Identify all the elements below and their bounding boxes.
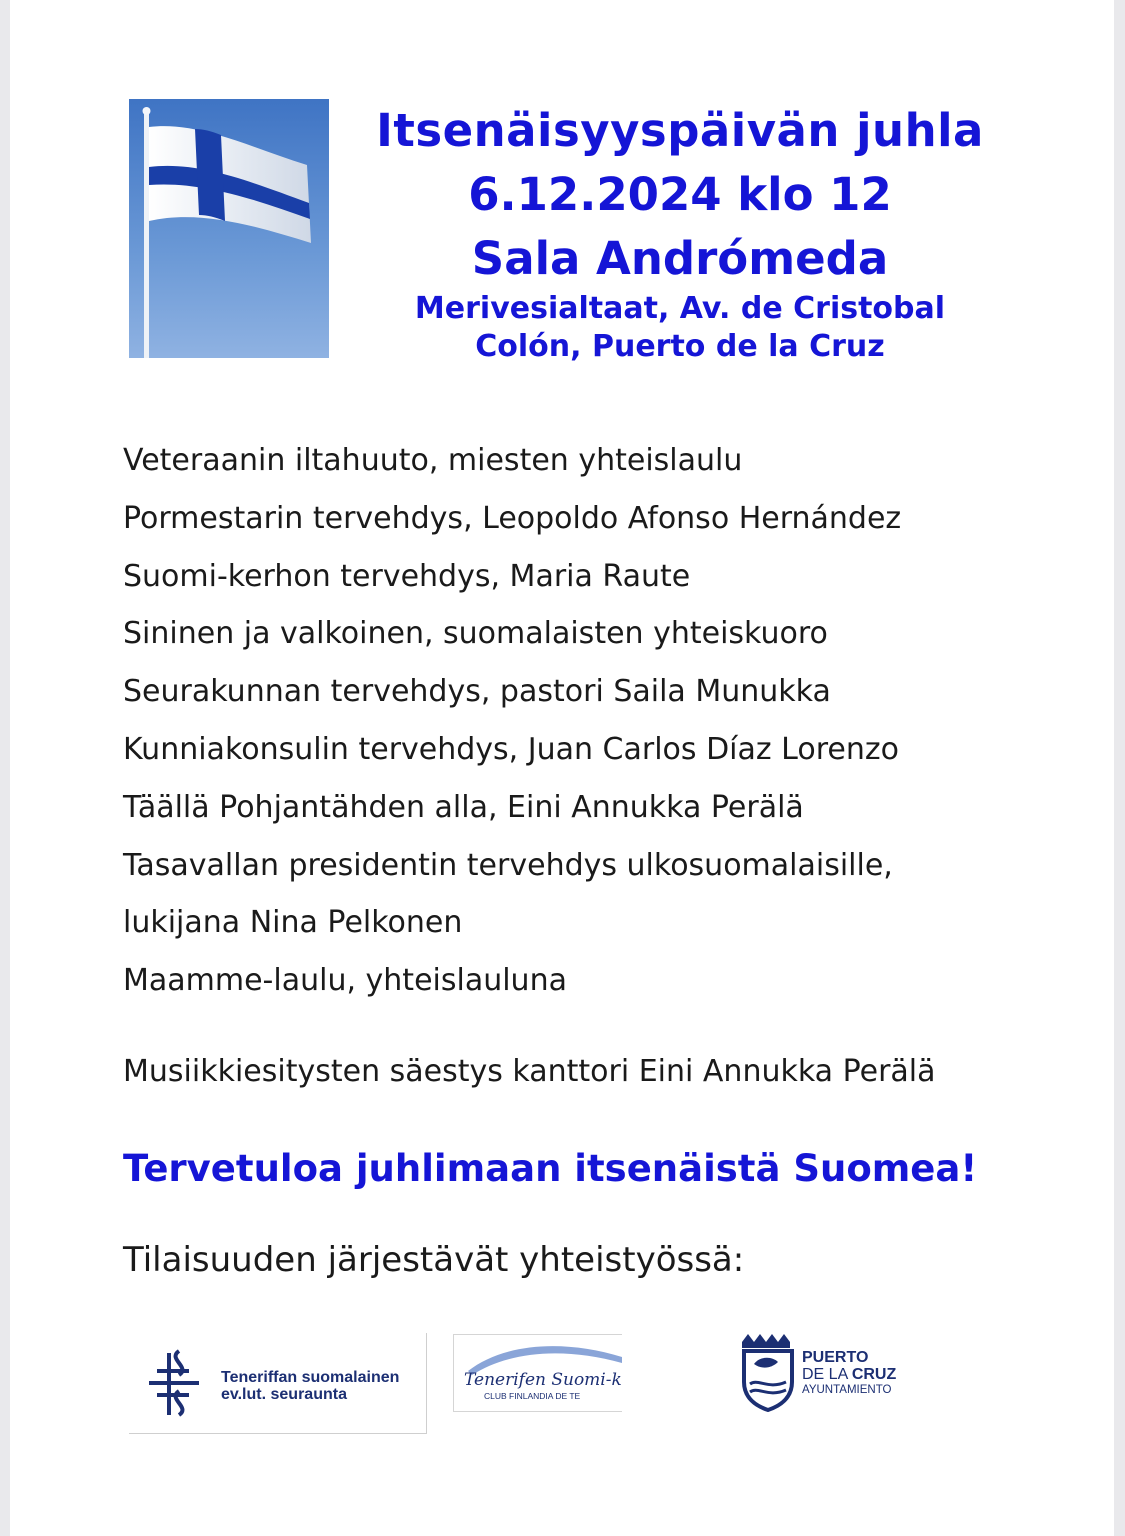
parish-logo-line1: Teneriffan suomalainen [221, 1369, 400, 1386]
town-logo-line3: AYUNTAMIENTO [802, 1384, 892, 1396]
accompaniment-note: Musiikkiesitysten säestys kanttori Eini Annukka Perälä [123, 1054, 936, 1089]
town-logo-line1: PUERTO [802, 1349, 869, 1366]
puerto-de-la-cruz-logo [740, 1332, 940, 1412]
program-item: Kunniakonsulin tervehdys, Juan Carlos Díaz Lorenzo [123, 731, 899, 767]
program-item: Tasavallan presidentin tervehdys ulkosuomalaisille, [123, 847, 893, 883]
town-logo-line2-a: DE LA [802, 1366, 852, 1383]
event-datetime: 6.12.2024 klo 12 [468, 168, 892, 221]
program-item: Pormestarin tervehdys, Leopoldo Afonso Hernández [123, 500, 902, 536]
event-title: Itsenäisyyspäivän juhla [376, 104, 984, 157]
event-address-line1: Merivesialtaat, Av. de Cristobal [414, 291, 946, 326]
program-item: Seurakunnan tervehdys, pastori Saila Munukka [123, 674, 831, 710]
parish-logo [129, 1333, 427, 1434]
parish-logo-image [129, 1333, 426, 1433]
program-item: Täällä Pohjantähden alla, Eini Annukka Perälä [123, 789, 804, 825]
club-logo [453, 1334, 622, 1412]
club-logo-image [454, 1335, 622, 1411]
program-item: Veteraanin iltahuuto, miesten yhteislaulu [123, 443, 743, 478]
finnish-flag-image [129, 99, 329, 358]
event-header [350, 100, 1010, 366]
program-list [123, 432, 1043, 1010]
program-item: Suomi-kerhon tervehdys, Maria Raute [123, 558, 691, 594]
event-address-line2: Colón, Puerto de la Cruz [475, 329, 885, 364]
program-item: lukijana Nina Pelkonen [123, 905, 463, 941]
town-logo-image [740, 1332, 940, 1412]
club-logo-name: Tenerifen Suomi-k [464, 1370, 622, 1390]
town-logo-line2 [802, 1366, 896, 1383]
organizers-label: Tilaisuuden järjestävät yhteistyössä: [123, 1240, 745, 1280]
town-logo-line2-b: CRUZ [851, 1366, 897, 1383]
event-venue: Sala Andrómeda [471, 232, 889, 285]
parish-logo-line2: ev.lut. seuraunta [221, 1386, 347, 1403]
welcome-message: Tervetuloa juhlimaan itsenäistä Suomea! [123, 1147, 978, 1190]
poster-page [10, 0, 1114, 1536]
finnish-flag-photo [129, 99, 329, 358]
program-item: Maamme-laulu, yhteislauluna [123, 963, 567, 999]
club-logo-sub: CLUB FINLANDIA DE TE [484, 1391, 581, 1401]
program-item: Sininen ja valkoinen, suomalaisten yhteiskuoro [123, 616, 828, 652]
